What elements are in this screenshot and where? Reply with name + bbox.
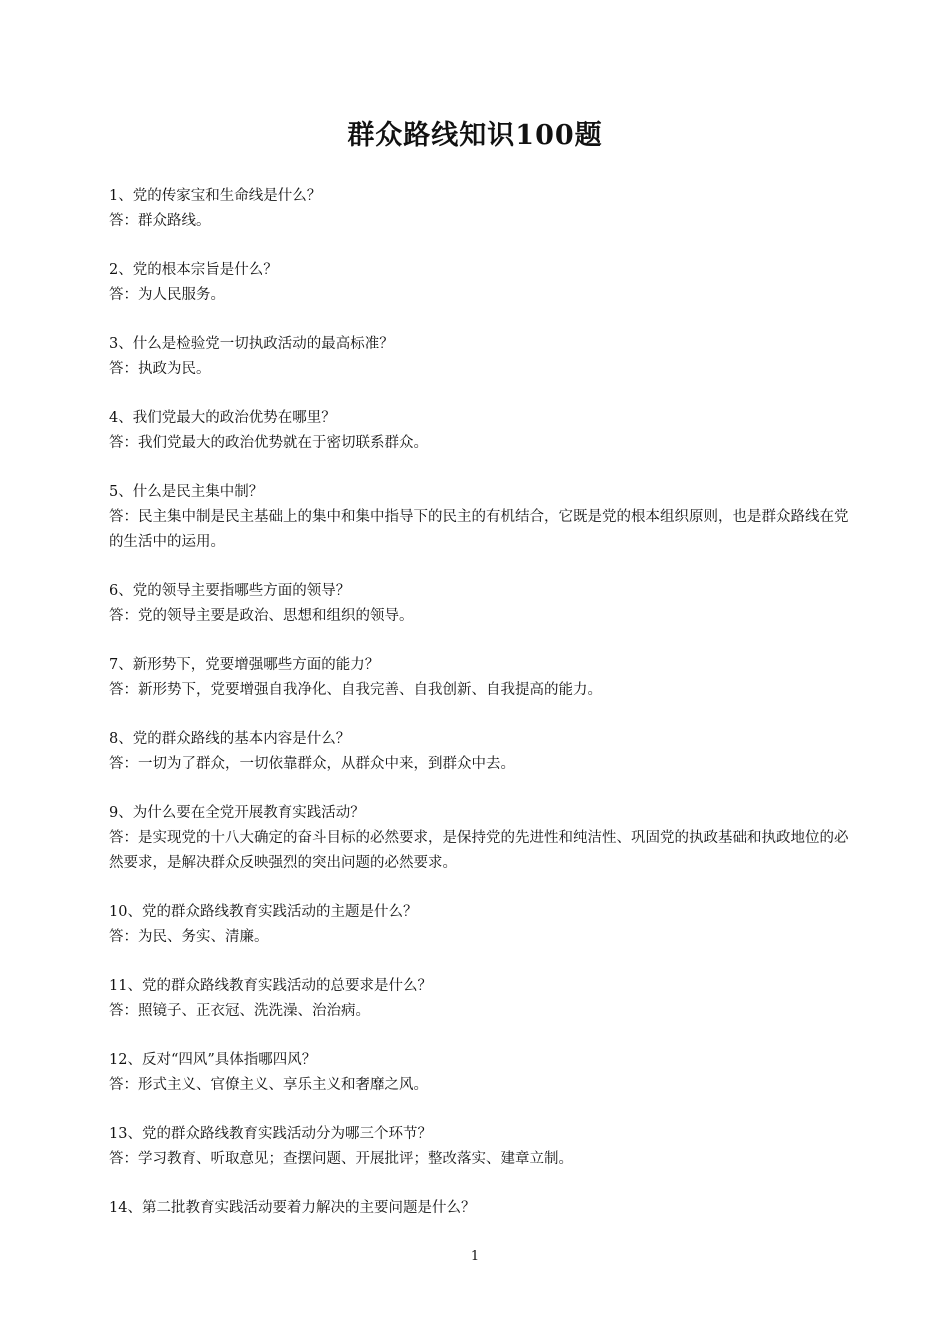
- qa-item: [109, 974, 851, 1024]
- qa-item: [109, 258, 851, 308]
- page-number: 1: [470, 1249, 480, 1264]
- answer-text: 答：新形势下，党要增强自我净化、自我完善、自我创新、自我提高的能力。: [109, 682, 602, 698]
- qa-item: [109, 727, 851, 777]
- answer-text: 答：民主集中制是民主基础上的集中和集中指导下的民主的有机结合，它既是党的根本组织原则，也是群众路线在党的生活中的运用。: [109, 509, 849, 550]
- qa-item: [109, 480, 851, 555]
- qa-item: [109, 900, 851, 950]
- question-text: 3、什么是检验党一切执政活动的最高标准？: [109, 336, 394, 352]
- answer-text: 答：为民、务实、清廉。: [109, 929, 269, 945]
- qa-item: [109, 1196, 851, 1221]
- answer-text: 答：为人民服务。: [109, 287, 225, 303]
- qa-list: [109, 184, 851, 1245]
- question-text: 2、党的根本宗旨是什么？: [109, 262, 278, 278]
- question-text: 5、什么是民主集中制？: [109, 484, 264, 500]
- answer-text: 答：群众路线。: [109, 213, 211, 229]
- qa-item: [109, 579, 851, 629]
- answer-text: 答：执政为民。: [109, 361, 211, 377]
- answer-text: 答：形式主义、官僚主义、享乐主义和奢靡之风。: [109, 1077, 428, 1093]
- question-text: 8、党的群众路线的基本内容是什么？: [109, 731, 351, 747]
- qa-item: [109, 1048, 851, 1098]
- answer-text: 答：我们党最大的政治优势就在于密切联系群众。: [109, 435, 428, 451]
- qa-item: [109, 184, 851, 234]
- answer-text: 答：照镜子、正衣冠、洗洗澡、治治病。: [109, 1003, 370, 1019]
- question-text: 13、党的群众路线教育实践活动分为哪三个环节？: [109, 1126, 432, 1142]
- answer-text: 答：学习教育、听取意见；查摆问题、开展批评；整改落实、建章立制。: [109, 1151, 573, 1167]
- question-text: 7、新形势下，党要增强哪些方面的能力？: [109, 657, 380, 673]
- qa-item: [109, 801, 851, 876]
- question-text: 1、党的传家宝和生命线是什么？: [109, 188, 322, 204]
- answer-text: 答：党的领导主要是政治、思想和组织的领导。: [109, 608, 414, 624]
- qa-item: [109, 1122, 851, 1172]
- question-text: 6、党的领导主要指哪些方面的领导？: [109, 583, 351, 599]
- qa-item: [109, 332, 851, 382]
- answer-text: 答：是实现党的十八大确定的奋斗目标的必然要求，是保持党的先进性和纯洁性、巩固党的执政基础和执政地位的必然要求，是解决群众反映强烈的突出问题的必然要求。: [109, 830, 849, 871]
- question-text: 9、为什么要在全党开展教育实践活动？: [109, 805, 365, 821]
- question-text: 10、党的群众路线教育实践活动的主题是什么？: [109, 904, 418, 920]
- answer-text: 答：一切为了群众，一切依靠群众，从群众中来，到群众中去。: [109, 756, 515, 772]
- qa-item: [109, 406, 851, 456]
- question-text: 4、我们党最大的政治优势在哪里？: [109, 410, 336, 426]
- document-title: 群众路线知识100题: [347, 120, 603, 151]
- qa-item: [109, 653, 851, 703]
- question-text: 12、反对“四风”具体指哪四风？: [109, 1052, 317, 1068]
- question-text: 14、第二批教育实践活动要着力解决的主要问题是什么？: [109, 1200, 476, 1216]
- question-text: 11、党的群众路线教育实践活动的总要求是什么？: [109, 978, 432, 994]
